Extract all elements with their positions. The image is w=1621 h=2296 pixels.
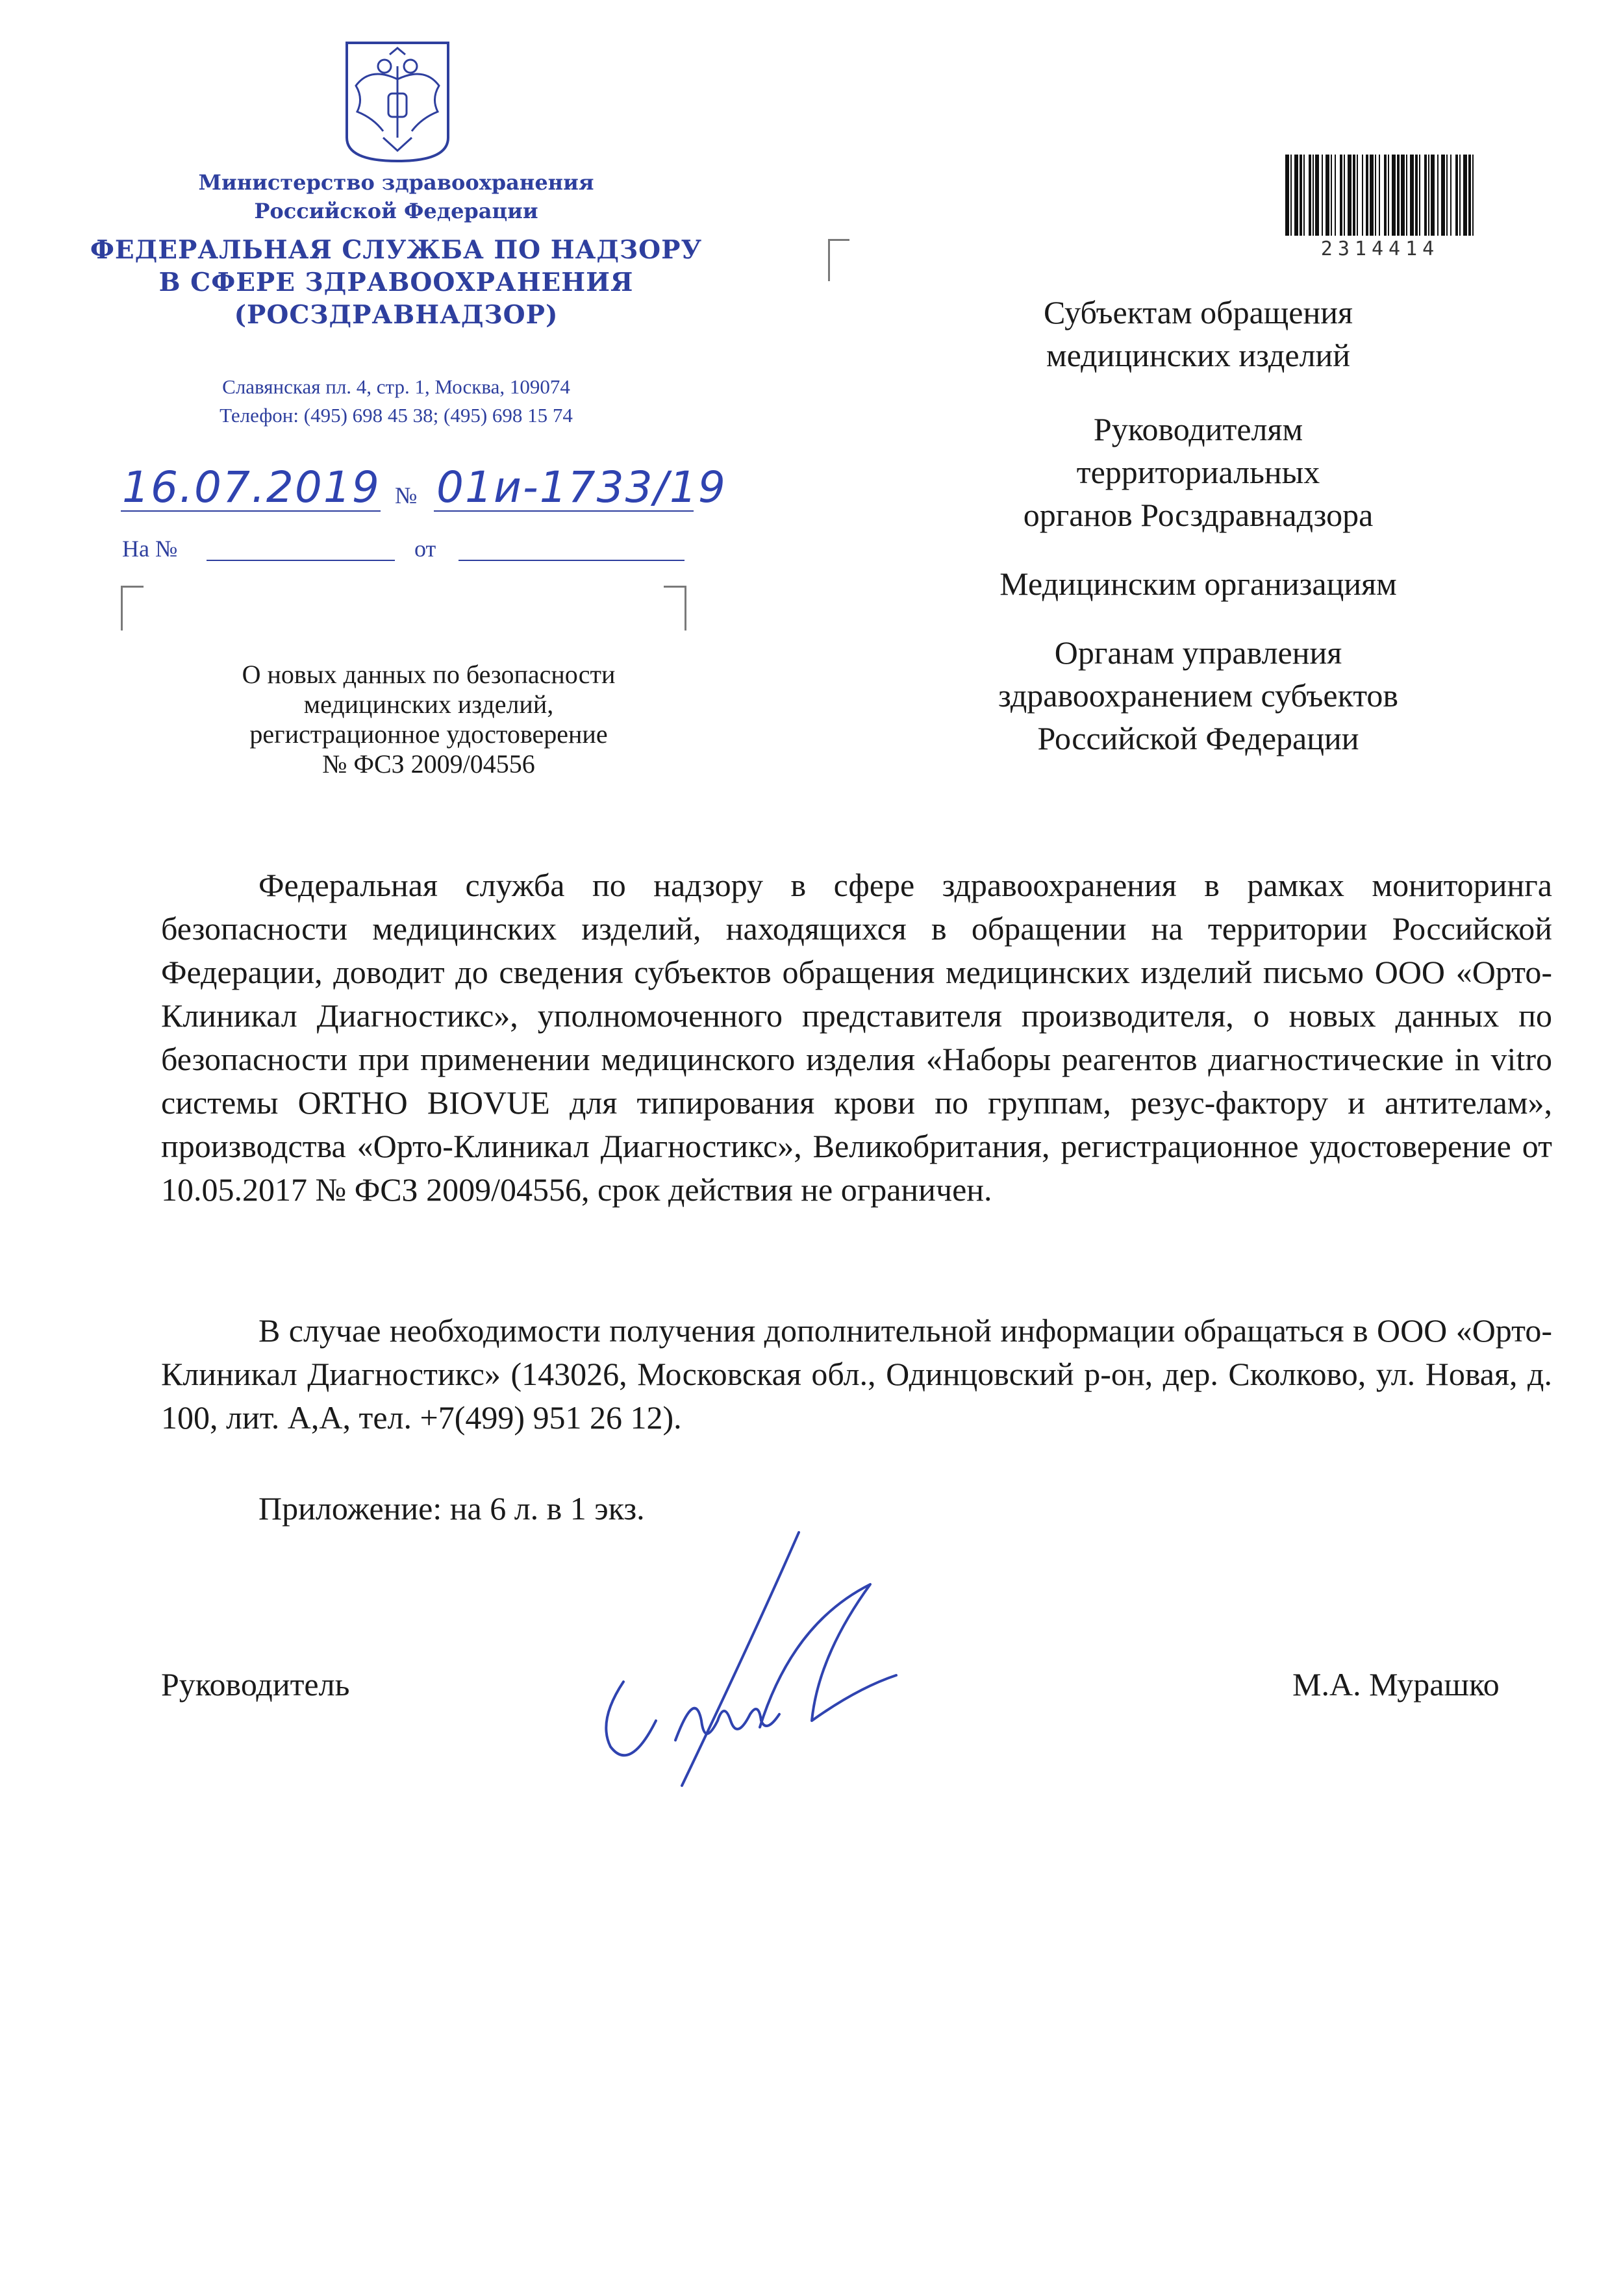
addressee-1 bbox=[906, 291, 1490, 377]
subject-line4: № ФСЗ 2009/04556 bbox=[322, 749, 535, 779]
service-name-line1: ФЕДЕРАЛЬНАЯ СЛУЖБА ПО НАДЗОРУ bbox=[90, 235, 703, 265]
addressee-2-line1: Руководителям bbox=[1093, 411, 1303, 447]
addressee-3 bbox=[906, 562, 1490, 605]
reg-number: 01и-1733/19 bbox=[436, 462, 727, 512]
reg-number-label: № bbox=[395, 482, 418, 508]
addressee-4-line2: здравоохранением субъектов bbox=[998, 677, 1399, 714]
signatory-name: М.А. Мурашко bbox=[1292, 1666, 1500, 1703]
letterhead-address: Славянская пл. 4, стр. 1, Москва, 109074 bbox=[222, 375, 570, 398]
reg-date-underline bbox=[121, 510, 381, 512]
subject-line3: регистрационное удостоверение bbox=[249, 719, 608, 749]
addressee-2-line2: территориальных bbox=[1076, 454, 1320, 490]
addressee-4-line3: Российской Федерации bbox=[1037, 720, 1359, 756]
signatory-role: Руководитель bbox=[161, 1666, 350, 1703]
addressee-3-line1: Медицинским организациям bbox=[999, 566, 1397, 602]
service-name-line2: В СФЕРЕ ЗДРАВООХРАНЕНИЯ bbox=[158, 268, 634, 297]
service-name-line3: (РОСЗДРАВНАДЗОР) bbox=[234, 300, 559, 330]
letter-subject bbox=[175, 660, 682, 779]
barcode-icon bbox=[1283, 155, 1477, 236]
addressee-4-line1: Органам управления bbox=[1054, 634, 1342, 671]
addressee-2 bbox=[906, 408, 1490, 536]
subject-line1: О новых данных по безопасности bbox=[242, 660, 616, 689]
body-paragraph-2: В случае необходимости получения дополнительной информации обращаться в ООО «Орто-Клиникал Диагностикс» (143026, Московская обл., Одинцовский р-он, дер. Сколково, ул. Новая, д. 100, лит. А,А, тел. +7(499) 951 26 12). bbox=[161, 1312, 1552, 1436]
subject-corner-left bbox=[121, 586, 144, 630]
body-paragraph-1: Федеральная служба по надзору в сфере здравоохранения в рамках мониторинга безопасности медицинских изделий, находящихся в обращении на территории Российской Федерации, доводит до сведения субъектов обращения медицинских изделий письмо ООО «Орто-Клиникал Диагностикс», уполномоченного представителя производителя, о новых данных по безопасности при применении медицинского изделия «Наборы реагентов диагностические in vitro системы ORTHO BIOVUE для типирования крови по группам, резус-фактору и антителам», производства «Орто-Клиникал Диагностикс», Великобритания, регистрационное удостоверение от 10.05.2017 № ФСЗ 2009/04556, срок действия не ограничен. bbox=[161, 867, 1552, 1208]
reply-to-line bbox=[207, 560, 395, 561]
addressee-2-line3: органов Росздравнадзора bbox=[1023, 497, 1374, 533]
handwritten-signature-icon bbox=[584, 1526, 922, 1799]
letterhead-phone: Телефон: (495) 698 45 38; (495) 698 15 74 bbox=[220, 404, 573, 427]
subject-line2: медицинских изделий, bbox=[303, 690, 554, 719]
addressee-1-line1: Субъектам обращения bbox=[1044, 294, 1353, 331]
reply-from-line bbox=[459, 560, 685, 561]
reply-to-label: На № bbox=[122, 536, 178, 562]
addressee-1-line2: медицинских изделий bbox=[1046, 337, 1351, 373]
barcode-number: 2314414 bbox=[1320, 238, 1440, 260]
addressee-4 bbox=[906, 631, 1490, 760]
ministry-name-line2: Российской Федерации bbox=[254, 199, 538, 223]
ministry-name-line1: Министерство здравоохранения bbox=[198, 170, 594, 195]
attachment-note: Приложение: на 6 л. в 1 экз. bbox=[258, 1490, 645, 1527]
address-corner-bracket bbox=[828, 239, 849, 281]
subject-corner-right bbox=[664, 586, 686, 630]
coat-of-arms-icon bbox=[344, 40, 451, 164]
reg-number-underline bbox=[434, 510, 694, 512]
reply-from-label: от bbox=[414, 536, 436, 562]
reg-date: 16.07.2019 bbox=[122, 462, 381, 512]
